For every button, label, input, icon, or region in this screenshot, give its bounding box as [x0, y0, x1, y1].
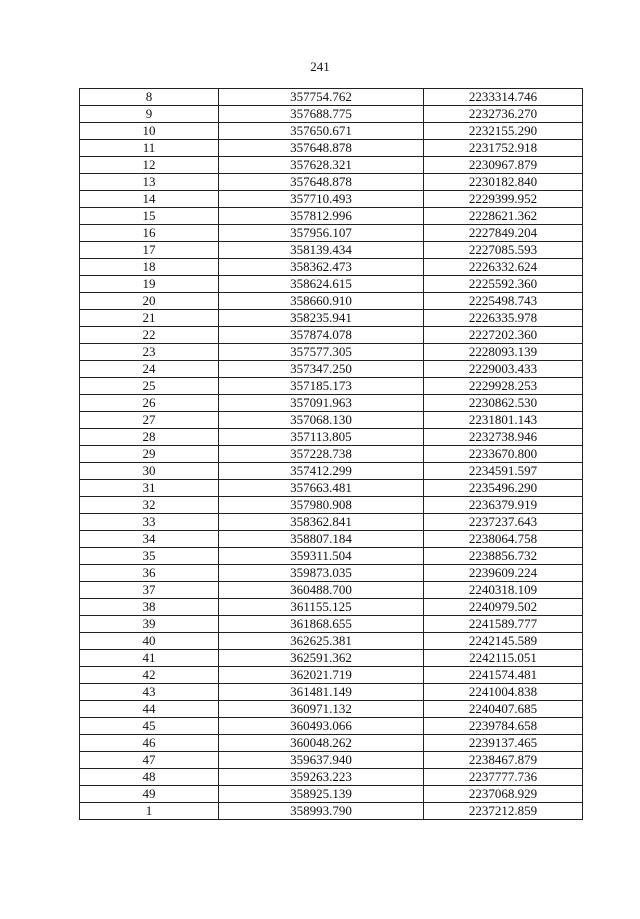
- point-number-cell: 34: [80, 531, 219, 548]
- point-number-cell: 10: [80, 123, 219, 140]
- point-number-cell: 17: [80, 242, 219, 259]
- table-row: [80, 191, 583, 208]
- point-number-cell: 40: [80, 633, 219, 650]
- point-number-cell: 13: [80, 174, 219, 191]
- y-coordinate-cell: 2230862.530: [424, 395, 583, 412]
- x-coordinate-cell: 357113.805: [219, 429, 424, 446]
- y-coordinate-cell: 2237777.736: [424, 769, 583, 786]
- y-coordinate-cell: 2236379.919: [424, 497, 583, 514]
- point-number-cell: 44: [80, 701, 219, 718]
- y-coordinate-cell: 2233670.800: [424, 446, 583, 463]
- point-number-cell: 33: [80, 514, 219, 531]
- point-number-cell: 15: [80, 208, 219, 225]
- page-number: 241: [310, 59, 330, 74]
- x-coordinate-cell: 362021.719: [219, 667, 424, 684]
- x-coordinate-cell: 358235.941: [219, 310, 424, 327]
- y-coordinate-cell: 2227085.593: [424, 242, 583, 259]
- x-coordinate-cell: 358362.473: [219, 259, 424, 276]
- table-row: [80, 599, 583, 616]
- table-row: [80, 701, 583, 718]
- point-number-cell: 39: [80, 616, 219, 633]
- x-coordinate-cell: 361868.655: [219, 616, 424, 633]
- point-number-cell: 37: [80, 582, 219, 599]
- x-coordinate-cell: 362591.362: [219, 650, 424, 667]
- point-number-cell: 12: [80, 157, 219, 174]
- table-row: [80, 259, 583, 276]
- y-coordinate-cell: 2231801.143: [424, 412, 583, 429]
- point-number-cell: 19: [80, 276, 219, 293]
- y-coordinate-cell: 2228621.362: [424, 208, 583, 225]
- table-row: [80, 157, 583, 174]
- x-coordinate-cell: 358807.184: [219, 531, 424, 548]
- x-coordinate-cell: 360971.132: [219, 701, 424, 718]
- y-coordinate-cell: 2228093.139: [424, 344, 583, 361]
- table-row: [80, 582, 583, 599]
- y-coordinate-cell: 2232738.946: [424, 429, 583, 446]
- table-row: [80, 684, 583, 701]
- table-row: [80, 446, 583, 463]
- table-row: [80, 412, 583, 429]
- y-coordinate-cell: 2233314.746: [424, 89, 583, 106]
- point-number-cell: 1: [80, 803, 219, 820]
- x-coordinate-cell: 357185.173: [219, 378, 424, 395]
- x-coordinate-cell: 357347.250: [219, 361, 424, 378]
- table-row: [80, 548, 583, 565]
- point-number-cell: 46: [80, 735, 219, 752]
- table-row: [80, 395, 583, 412]
- x-coordinate-cell: 357650.671: [219, 123, 424, 140]
- point-number-cell: 36: [80, 565, 219, 582]
- point-number-cell: 43: [80, 684, 219, 701]
- x-coordinate-cell: 361481.149: [219, 684, 424, 701]
- x-coordinate-cell: 357663.481: [219, 480, 424, 497]
- x-coordinate-cell: 357874.078: [219, 327, 424, 344]
- x-coordinate-cell: 358139.434: [219, 242, 424, 259]
- point-number-cell: 16: [80, 225, 219, 242]
- point-number-cell: 14: [80, 191, 219, 208]
- y-coordinate-cell: 2237212.859: [424, 803, 583, 820]
- y-coordinate-cell: 2230967.879: [424, 157, 583, 174]
- y-coordinate-cell: 2232736.270: [424, 106, 583, 123]
- table-row: [80, 752, 583, 769]
- x-coordinate-cell: 357710.493: [219, 191, 424, 208]
- y-coordinate-cell: 2242115.051: [424, 650, 583, 667]
- y-coordinate-cell: 2242145.589: [424, 633, 583, 650]
- y-coordinate-cell: 2225498.743: [424, 293, 583, 310]
- point-number-cell: 32: [80, 497, 219, 514]
- table-row: [80, 344, 583, 361]
- point-number-cell: 11: [80, 140, 219, 157]
- table-row: [80, 718, 583, 735]
- table-row: [80, 276, 583, 293]
- table-row: [80, 361, 583, 378]
- table-body: [80, 89, 583, 820]
- y-coordinate-cell: 2230182.840: [424, 174, 583, 191]
- point-number-cell: 31: [80, 480, 219, 497]
- x-coordinate-cell: 358624.615: [219, 276, 424, 293]
- point-number-cell: 49: [80, 786, 219, 803]
- y-coordinate-cell: 2240318.109: [424, 582, 583, 599]
- point-number-cell: 21: [80, 310, 219, 327]
- point-number-cell: 22: [80, 327, 219, 344]
- x-coordinate-cell: 358660.910: [219, 293, 424, 310]
- table-row: [80, 803, 583, 820]
- point-number-cell: 24: [80, 361, 219, 378]
- x-coordinate-cell: 357648.878: [219, 140, 424, 157]
- table-row: [80, 140, 583, 157]
- y-coordinate-cell: 2229399.952: [424, 191, 583, 208]
- y-coordinate-cell: 2241574.481: [424, 667, 583, 684]
- x-coordinate-cell: 357412.299: [219, 463, 424, 480]
- table-row: [80, 616, 583, 633]
- table-row: [80, 208, 583, 225]
- point-number-cell: 30: [80, 463, 219, 480]
- point-number-cell: 45: [80, 718, 219, 735]
- point-number-cell: 48: [80, 769, 219, 786]
- point-number-cell: 28: [80, 429, 219, 446]
- y-coordinate-cell: 2234591.597: [424, 463, 583, 480]
- table-row: [80, 667, 583, 684]
- table-row: [80, 429, 583, 446]
- y-coordinate-cell: 2241589.777: [424, 616, 583, 633]
- table-row: [80, 735, 583, 752]
- y-coordinate-cell: 2235496.290: [424, 480, 583, 497]
- table-row: [80, 480, 583, 497]
- table-row: [80, 89, 583, 106]
- x-coordinate-cell: 357812.996: [219, 208, 424, 225]
- table-row: [80, 378, 583, 395]
- point-number-cell: 35: [80, 548, 219, 565]
- table-row: [80, 497, 583, 514]
- table-row: [80, 650, 583, 667]
- x-coordinate-cell: 359311.504: [219, 548, 424, 565]
- table-row: [80, 514, 583, 531]
- table-row: [80, 293, 583, 310]
- point-number-cell: 9: [80, 106, 219, 123]
- table-row: [80, 769, 583, 786]
- point-number-cell: 29: [80, 446, 219, 463]
- x-coordinate-cell: 362625.381: [219, 633, 424, 650]
- y-coordinate-cell: 2227202.360: [424, 327, 583, 344]
- y-coordinate-cell: 2229928.253: [424, 378, 583, 395]
- table-row: [80, 531, 583, 548]
- point-number-cell: 41: [80, 650, 219, 667]
- point-number-cell: 23: [80, 344, 219, 361]
- y-coordinate-cell: 2227849.204: [424, 225, 583, 242]
- x-coordinate-cell: 360493.066: [219, 718, 424, 735]
- point-number-cell: 42: [80, 667, 219, 684]
- table-row: [80, 633, 583, 650]
- x-coordinate-cell: 358993.790: [219, 803, 424, 820]
- y-coordinate-cell: 2237068.929: [424, 786, 583, 803]
- table-row: [80, 106, 583, 123]
- point-number-cell: 18: [80, 259, 219, 276]
- y-coordinate-cell: 2226332.624: [424, 259, 583, 276]
- table-row: [80, 310, 583, 327]
- y-coordinate-cell: 2231752.918: [424, 140, 583, 157]
- table-row: [80, 565, 583, 582]
- x-coordinate-cell: 357228.738: [219, 446, 424, 463]
- point-number-cell: 38: [80, 599, 219, 616]
- x-coordinate-cell: 358362.841: [219, 514, 424, 531]
- point-number-cell: 47: [80, 752, 219, 769]
- x-coordinate-cell: 357980.908: [219, 497, 424, 514]
- x-coordinate-cell: 357754.762: [219, 89, 424, 106]
- y-coordinate-cell: 2239137.465: [424, 735, 583, 752]
- x-coordinate-cell: 357688.775: [219, 106, 424, 123]
- y-coordinate-cell: 2239784.658: [424, 718, 583, 735]
- y-coordinate-cell: 2238064.758: [424, 531, 583, 548]
- y-coordinate-cell: 2241004.838: [424, 684, 583, 701]
- x-coordinate-cell: 361155.125: [219, 599, 424, 616]
- y-coordinate-cell: 2240407.685: [424, 701, 583, 718]
- table-row: [80, 123, 583, 140]
- table-row: [80, 225, 583, 242]
- y-coordinate-cell: 2237237.643: [424, 514, 583, 531]
- y-coordinate-cell: 2232155.290: [424, 123, 583, 140]
- coordinate-table: [79, 88, 583, 820]
- point-number-cell: 20: [80, 293, 219, 310]
- table-row: [80, 327, 583, 344]
- point-number-cell: 25: [80, 378, 219, 395]
- table-row: [80, 463, 583, 480]
- table-row: [80, 786, 583, 803]
- x-coordinate-cell: 360048.262: [219, 735, 424, 752]
- table-row: [80, 174, 583, 191]
- table-row: [80, 242, 583, 259]
- x-coordinate-cell: 359873.035: [219, 565, 424, 582]
- x-coordinate-cell: 357091.963: [219, 395, 424, 412]
- point-number-cell: 27: [80, 412, 219, 429]
- point-number-cell: 26: [80, 395, 219, 412]
- x-coordinate-cell: 357068.130: [219, 412, 424, 429]
- y-coordinate-cell: 2240979.502: [424, 599, 583, 616]
- x-coordinate-cell: 357577.305: [219, 344, 424, 361]
- x-coordinate-cell: 360488.700: [219, 582, 424, 599]
- y-coordinate-cell: 2226335.978: [424, 310, 583, 327]
- x-coordinate-cell: 358925.139: [219, 786, 424, 803]
- y-coordinate-cell: 2225592.360: [424, 276, 583, 293]
- y-coordinate-cell: 2239609.224: [424, 565, 583, 582]
- x-coordinate-cell: 357648.878: [219, 174, 424, 191]
- x-coordinate-cell: 357956.107: [219, 225, 424, 242]
- y-coordinate-cell: 2229003.433: [424, 361, 583, 378]
- y-coordinate-cell: 2238856.732: [424, 548, 583, 565]
- x-coordinate-cell: 359263.223: [219, 769, 424, 786]
- x-coordinate-cell: 359637.940: [219, 752, 424, 769]
- x-coordinate-cell: 357628.321: [219, 157, 424, 174]
- y-coordinate-cell: 2238467.879: [424, 752, 583, 769]
- point-number-cell: 8: [80, 89, 219, 106]
